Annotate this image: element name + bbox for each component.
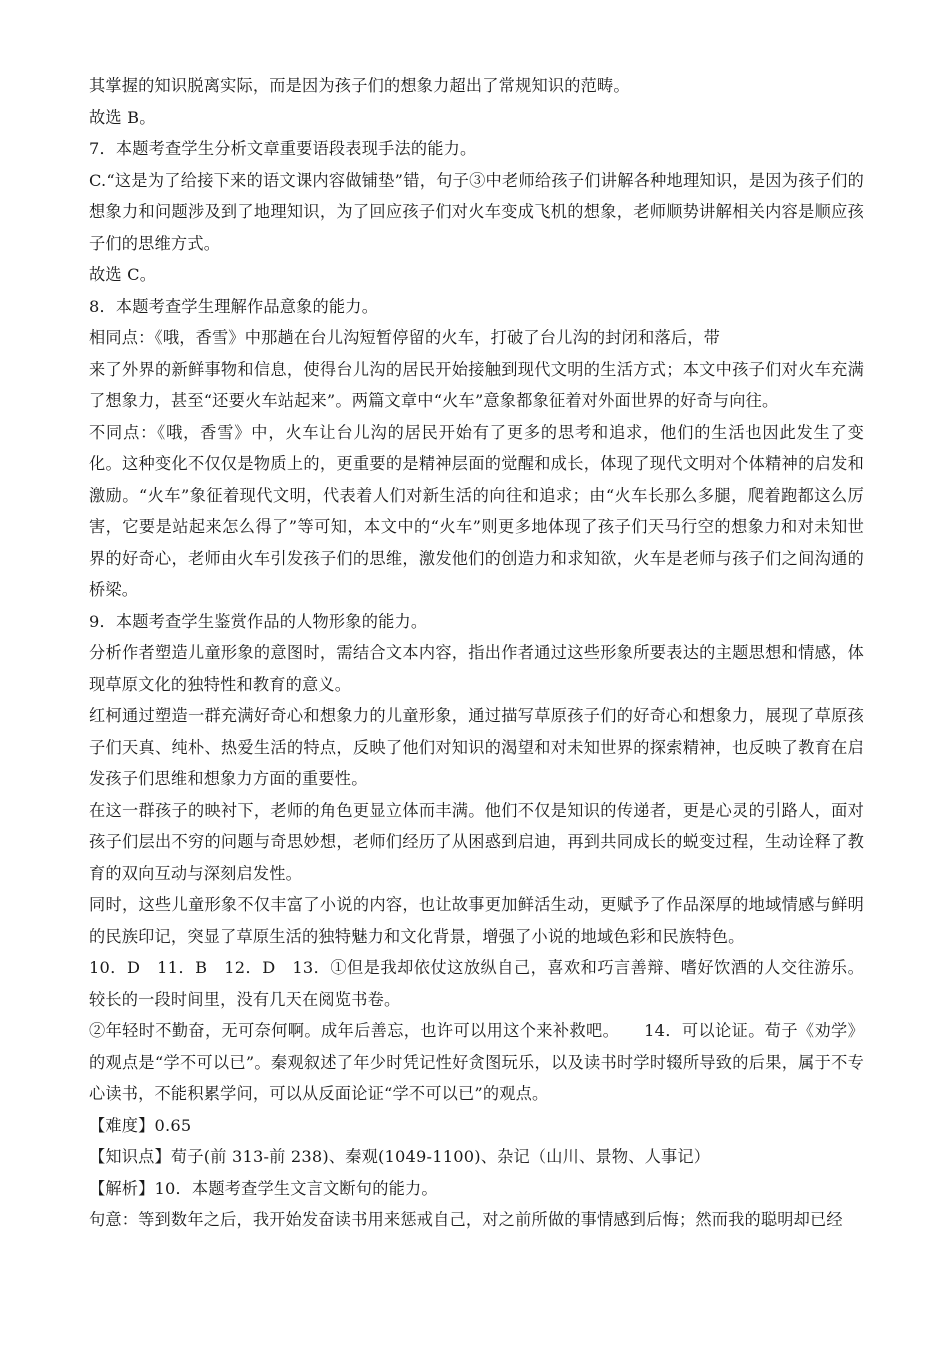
question-8-heading: 8．本题考查学生理解作品意象的能力。	[89, 296, 379, 316]
difficulty-line: 【难度】0.65	[89, 1115, 192, 1135]
question-9-children: 红柯通过塑造一群充满好奇心和想象力的儿童形象，通过描写草原孩子们的好奇心和想象力，展现了草原孩子们天真、纯朴、热爱生活的特点，反映了他们对知识的渴望和对未知世界的探索精神，也反映了教育在启发孩子们思维和想象力方面的重要性。	[89, 706, 864, 788]
question-9-heading: 9．本题考查学生鉴赏作品的人物形象的能力。	[89, 611, 428, 631]
question-7-analysis: C.“这是为了给接下来的语文课内容做铺垫”错，句子③中老师给孩子们讲解各种地理知识，是因为孩子们的想象力和问题涉及到了地理知识，为了回应孩子们对火车变成飞机的想象，老师顺势讲解相关内容是顺应孩子们的思维方式。	[89, 170, 864, 253]
answers-10-13: 10．D 11．B 12．D 13．①但是我却依仗这放纵自己，喜欢和巧言善辩、嗜好饮酒的人交往游乐。较长的一段时间里，没有几天在阅览书卷。	[89, 958, 864, 1009]
question-8-difference: 不同点：《哦，香雪》中，火车让台儿沟的居民开始有了更多的思考和追求，他们的生活也因此发生了变化。这种变化不仅仅是物质上的，更重要的是精神层面的觉醒和成长，体现了现代文明对个体精神的启发和激励。“火车”象征着现代文明，代表着人们对新生活的向往和追求；由“火车长那么多腿，爬着跑都这么厉害，它要是站起来怎么得了”等可知，本文中的“火车”则更多地体现了孩子们天马行空的想象力和对未知世界的好奇心，老师由火车引发孩子们的思维，激发他们的创造力和求知欲，火车是老师与孩子们之间沟通的桥梁。	[89, 422, 864, 599]
paragraph-continuation: 其掌握的知识脱离实际，而是因为孩子们的想象力超出了常规知识的范畴。	[89, 76, 630, 95]
answer-line-q6: 故选 B。	[89, 107, 156, 127]
question-9-conclusion: 同时，这些儿童形象不仅丰富了小说的内容，也让故事更加鲜活生动，更赋予了作品深厚的地域情感与鲜明的民族印记，突显了草原生活的独特魅力和文化背景，增强了小说的地域色彩和民族特色。	[89, 895, 864, 946]
question-7-heading: 7．本题考查学生分析文章重要语段表现手法的能力。	[89, 139, 477, 158]
document-body	[89, 70, 864, 1236]
question-8-similarity-start: 相同点：《哦，香雪》中那趟在台儿沟短暂停留的火车，打破了台儿沟的封闭和落后，带	[89, 328, 721, 347]
answers-13-14: ②年轻时不勤奋，无可奈何啊。成年后善忘，也许可以用这个来补救吧。 14．可以论证。荀子《劝学》的观点是“学不可以已”。秦观叙述了年少时凭记性好贪图玩乐，以及读书时学时辍所导致的后果，属于不专心读书，不能积累学问，可以从反面论证“学不可以已”的观点。	[89, 1021, 864, 1103]
analysis-heading: 【解析】10．本题考查学生文言文断句的能力。	[89, 1178, 438, 1198]
question-9-method: 分析作者塑造儿童形象的意图时，需结合文本内容，指出作者通过这些形象所要表达的主题思想和情感，体现草原文化的独特性和教育的意义。	[89, 643, 864, 694]
answer-line-q7: 故选 C。	[89, 265, 157, 284]
question-9-teacher: 在这一群孩子的映衬下，老师的角色更显立体而丰满。他们不仅是知识的传递者，更是心灵的引路人，面对孩子们层出不穷的问题与奇思妙想，老师们经历了从困惑到启迪，再到共同成长的蜕变过程，生动诠释了教育的双向互动与深刻启发性。	[89, 800, 864, 883]
analysis-sentence-meaning: 句意：等到数年之后，我开始发奋读书用来惩戒自己，对之前所做的事情感到后悔；然而我的聪明却已经	[89, 1210, 843, 1229]
question-8-similarity: 来了外界的新鲜事物和信息，使得台儿沟的居民开始接触到现代文明的生活方式；本文中孩子们对火车充满了想象力，甚至“还要火车站起来”。两篇文章中“火车”意象都象征着对外面世界的好奇与向往。	[89, 359, 864, 410]
knowledge-points-line: 【知识点】荀子(前 313-前 238)、秦观(1049-1100)、杂记（山川、景物、人事记）	[89, 1147, 711, 1166]
